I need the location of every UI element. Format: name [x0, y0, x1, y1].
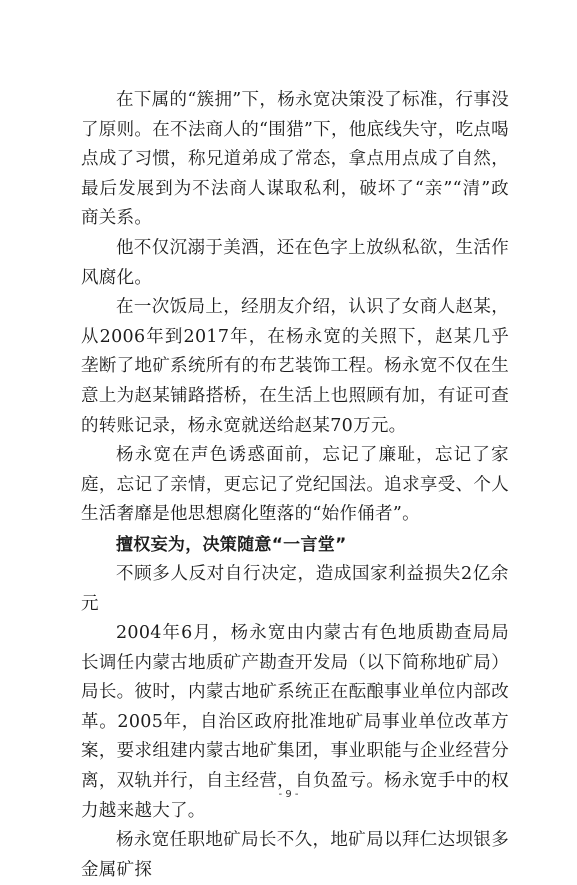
paragraph: 杨永宽在声色诱惑面前，忘记了廉耻，忘记了家庭，忘记了亲情，更忘记了党纪国法。追求享受、个人生活奢靡是他思想腐化堕落的“始作俑者”。	[81, 445, 509, 525]
paragraph: 杨永宽任职地矿局长不久，地矿局以拜仁达坝银多金属矿探	[81, 830, 509, 880]
section-subheading: 不顾多人反对自行决定，造成国家利益损失2亿余元	[81, 563, 509, 614]
document-body	[81, 86, 509, 885]
paragraph: 他不仅沉溺于美酒，还在色字上放纵私欲，生活作风腐化。	[81, 237, 509, 288]
section-heading: 擅权妄为，决策随意“一言堂”	[116, 534, 347, 555]
paragraph: 在下属的“簇拥”下，杨永宽决策没了标准，行事没了原则。在不法商人的“围猎”下，他底线失守，吃点喝点成了习惯，称兄道弟成了常态，拿点用点成了自然，最后发展到为不法商人谋取私利，破坏了“亲”“清”政商关系。	[81, 90, 509, 229]
paragraph: 2004年6月，杨永宽由内蒙古有色地质勘查局局长调任内蒙古地质矿产勘查开发局（以下简称地矿局）局长。彼时，内蒙古地矿系统正在酝酿事业单位内部改革。2005年，自治区政府批准地矿局事业单位改革方案，要求组建内蒙古地矿集团，事业职能与企业经营分离，双轨并行，自主经营，自负盈亏。杨永宽手中的权力越来越大了。	[81, 623, 509, 821]
page-number: - 9 -	[278, 789, 299, 800]
paragraph: 在一次饭局上，经朋友介绍，认识了女商人赵某，从2006年到2017年，在杨永宽的关照下，赵某几乎垄断了地矿系统所有的布艺装饰工程。杨永宽不仅在生意上为赵某铺路搭桥，在生活上也照顾有加，有证可查的转账记录，杨永宽就送给赵某70万元。	[81, 297, 509, 436]
